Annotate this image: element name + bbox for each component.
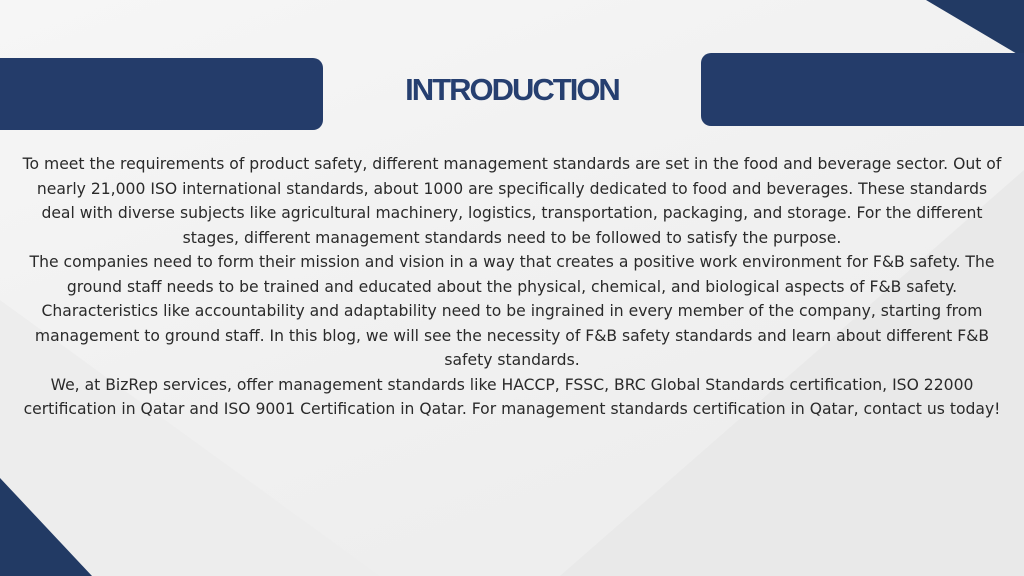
title-bar-left — [0, 58, 323, 130]
corner-triangle-top-right — [926, 0, 1024, 58]
paragraph-companies: The companies need to form their mission and vision in a way that creates a positive work environment for F&B safety. The ground staff needs to be trained and educated about the physical, chemical, and biological aspects of F&B safety. Characteristics like accountability and adaptability need to be ingrained in every member of the company, starting from management to ground staff. In this blog, we will see the necessity of F&B safety standards and learn about different F&B safety standards. — [29, 253, 995, 369]
title-bar-right — [701, 53, 1024, 126]
page-title: INTRODUCTION — [405, 72, 619, 107]
corner-triangle-bottom-left — [0, 478, 92, 576]
paragraph-intro: To meet the requirements of product safety, different management standards are set in the food and beverage sector. Out of nearly 21,000 ISO international standards, about 1000 are specifically dedicated to food and beverages. These standards deal with diverse subjects like agricultural machinery, logistics, transportation, packaging, and storage. For the different stages, different management standards need to be followed to satisfy the purpose. — [22, 155, 1002, 247]
body-text — [22, 152, 1002, 422]
paragraph-services: We, at BizRep services, offer management standards like HACCP, FSSC, BRC Global Standards certification, ISO 22000 certification in Qatar and ISO 9001 Certification in Qatar. For management standards certification in Qatar, contact us today! — [23, 375, 1001, 418]
